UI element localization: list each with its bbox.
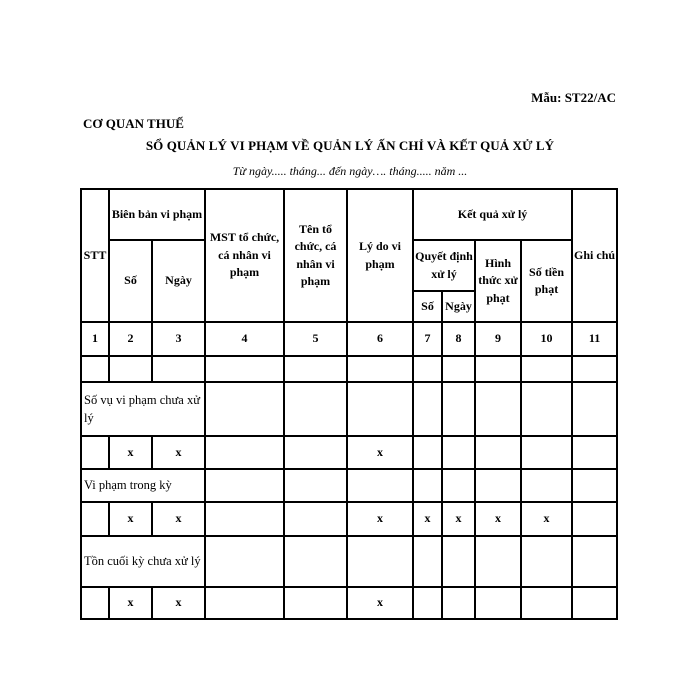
col-num: 4 [205,322,284,356]
table-row [81,502,617,536]
col-num: 1 [81,322,109,356]
mark-cell: x [347,436,413,469]
header-bien-ban: Biên bản vi phạm [109,189,205,240]
header-qd-so: Số [413,291,442,322]
col-num: 2 [109,322,152,356]
mark-cell: x [347,502,413,536]
mark-cell: x [413,502,442,536]
mark-cell: x [442,502,475,536]
mark-cell: x [152,502,205,536]
header-qd-ngay: Ngày [442,291,475,322]
col-num: 9 [475,322,521,356]
header-bb-ngay: Ngày [152,240,205,322]
col-num: 5 [284,322,347,356]
header-hinh-thuc: Hình thức xử phạt [475,240,521,322]
mark-cell: x [475,502,521,536]
table-row [81,536,617,587]
header-bb-so: Số [109,240,152,322]
header-ket-qua: Kết quả xử lý [413,189,572,240]
mark-cell: x [109,502,152,536]
header-ten: Tên tổ chức, cá nhân vi phạm [284,189,347,322]
section-ton-cuoi-ky: Tồn cuối kỳ chưa xử lý [81,536,205,587]
mark-cell: x [109,436,152,469]
form-code: Mẫu: ST22/AC [531,90,616,105]
section-trong-ky: Vi phạm trong kỳ [81,469,205,502]
document-title: SỔ QUẢN LÝ VI PHẠM VỀ QUẢN LÝ ẤN CHỈ VÀ KẾT QUẢ XỬ LÝ [145,138,555,153]
col-num: 6 [347,322,413,356]
table-row [81,382,617,436]
table-row [81,587,617,619]
header-quyet-dinh: Quyết định xử lý [413,240,475,291]
mark-cell: x [152,436,205,469]
header-so-tien: Số tiền phạt [521,240,572,322]
header-mst: MST tổ chức, cá nhân vi phạm [205,189,284,322]
table-row [81,436,617,469]
col-num: 3 [152,322,205,356]
col-num: 10 [521,322,572,356]
table-row [81,469,617,502]
col-num: 11 [572,322,617,356]
mark-cell: x [521,502,572,536]
agency-label: CƠ QUAN THUẾ [83,116,184,131]
col-num: 8 [442,322,475,356]
mark-cell: x [152,587,205,619]
section-chua-xu-ly: Số vụ vi phạm chưa xử lý [81,382,205,436]
mark-cell: x [109,587,152,619]
violation-table [80,188,618,620]
table-row [81,356,617,382]
header-stt: STT [81,189,109,322]
col-num: 7 [413,322,442,356]
header-ly-do: Lý do vi phạm [347,189,413,322]
date-range: Từ ngày..... tháng... đến ngày…. tháng..... năm ... [232,164,468,178]
mark-cell: x [347,587,413,619]
header-ghi-chu: Ghi chú [572,189,617,322]
column-number-row [81,322,617,356]
